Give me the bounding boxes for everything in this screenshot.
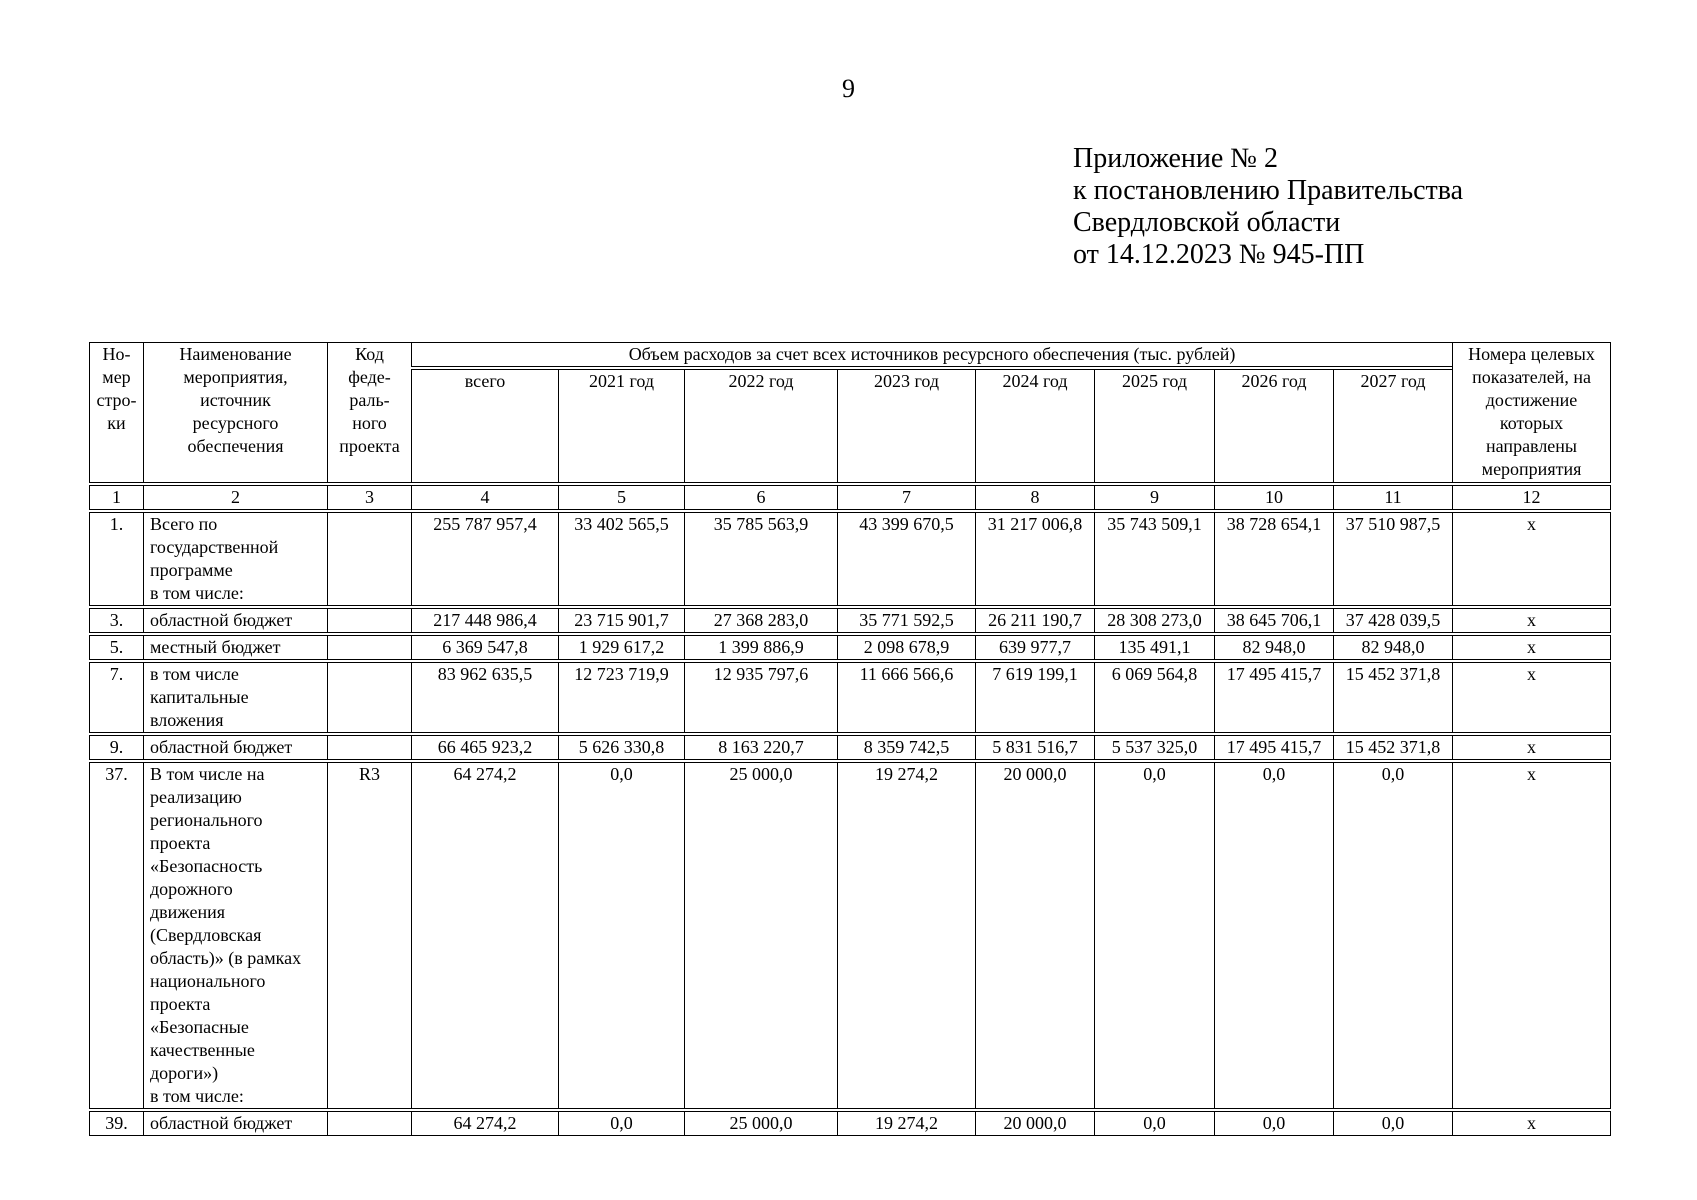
appendix-line: от 14.12.2023 № 945-ПП	[1073, 239, 1365, 270]
row-value-cell: 0,0	[1094, 762, 1214, 1109]
row-value-cell: 38 728 654,1	[1214, 512, 1333, 606]
header-name: Наименование мероприятия, источник ресурсного обеспечения	[143, 342, 327, 483]
row-value-cell: 83 962 635,5	[411, 662, 558, 733]
column-number: 5	[558, 485, 684, 510]
row-value-cell: 7 619 199,1	[975, 662, 1094, 733]
header-year: 2022 год	[684, 369, 837, 483]
row-value-cell: 64 274,2	[411, 1111, 558, 1136]
row-value-cell: 12 723 719,9	[558, 662, 684, 733]
column-number: 8	[975, 485, 1094, 510]
column-number: 2	[143, 485, 327, 510]
row-value-cell: 11 666 566,6	[837, 662, 975, 733]
row-name-cell: областной бюджет	[143, 1111, 327, 1136]
header-year: 2026 год	[1214, 369, 1333, 483]
row-name-cell: В том числе на реализацию регионального проекта «Безопасность дорожного движения (Свердловская область)» (в рамках национального проекта «Безопасные качественные дороги») в том числе:	[143, 762, 327, 1109]
row-name-cell: областной бюджет	[143, 608, 327, 633]
table-row	[89, 1111, 1611, 1136]
row-value-cell: 37 510 987,5	[1333, 512, 1452, 606]
appendix-header	[1073, 143, 1463, 271]
row-number-cell: 39.	[89, 1111, 143, 1136]
column-number: 11	[1333, 485, 1452, 510]
row-code-cell	[327, 735, 411, 760]
row-value-cell: 35 785 563,9	[684, 512, 837, 606]
row-value-cell: 0,0	[558, 762, 684, 1109]
row-number-cell: 37.	[89, 762, 143, 1109]
column-number: 6	[684, 485, 837, 510]
header-row-number: Но- мер стро- ки	[89, 342, 143, 483]
row-value-cell: 0,0	[1214, 1111, 1333, 1136]
row-value-cell: 38 645 706,1	[1214, 608, 1333, 633]
row-value-cell: 8 359 742,5	[837, 735, 975, 760]
row-code-cell	[327, 608, 411, 633]
row-code-cell	[327, 512, 411, 606]
row-value-cell: 35 771 592,5	[837, 608, 975, 633]
row-value-cell: 639 977,7	[975, 635, 1094, 660]
row-value-cell: 20 000,0	[975, 1111, 1094, 1136]
row-value-cell: 17 495 415,7	[1214, 735, 1333, 760]
column-number: 3	[327, 485, 411, 510]
header-year: 2023 год	[837, 369, 975, 483]
row-value-cell: 35 743 509,1	[1094, 512, 1214, 606]
appendix-line: Свердловской области	[1073, 207, 1341, 238]
row-value-cell: 26 211 190,7	[975, 608, 1094, 633]
row-value-cell: 217 448 986,4	[411, 608, 558, 633]
page-number: 9	[842, 74, 855, 103]
table-row	[89, 762, 1611, 1109]
header-year: 2021 год	[558, 369, 684, 483]
row-value-cell: 6 369 547,8	[411, 635, 558, 660]
row-value-cell: 82 948,0	[1333, 635, 1452, 660]
header-code: Код феде- раль- ного проекта	[327, 342, 411, 483]
appendix-line: Приложение № 2	[1073, 143, 1278, 174]
row-value-cell: 19 274,2	[837, 1111, 975, 1136]
header-targets: Номера целевых показателей, на достижение которых направлены мероприятия	[1452, 342, 1611, 483]
row-value-cell: 64 274,2	[411, 762, 558, 1109]
row-value-cell: 23 715 901,7	[558, 608, 684, 633]
row-value-cell: 0,0	[1214, 762, 1333, 1109]
row-value-cell: 0,0	[1094, 1111, 1214, 1136]
row-value-cell: 27 368 283,0	[684, 608, 837, 633]
table-row	[89, 635, 1611, 660]
row-value-cell: 28 308 273,0	[1094, 608, 1214, 633]
row-value-cell: 19 274,2	[837, 762, 975, 1109]
row-value-cell: 135 491,1	[1094, 635, 1214, 660]
row-target-cell: х	[1452, 762, 1611, 1109]
row-name-cell: областной бюджет	[143, 735, 327, 760]
row-code-cell: R3	[327, 762, 411, 1109]
column-number: 10	[1214, 485, 1333, 510]
appendix-line: к постановлению Правительства	[1073, 175, 1464, 206]
row-value-cell: 33 402 565,5	[558, 512, 684, 606]
row-number-cell: 3.	[89, 608, 143, 633]
row-code-cell	[327, 1111, 411, 1136]
expenses-table	[89, 340, 1611, 1138]
row-value-cell: 15 452 371,8	[1333, 662, 1452, 733]
table-body	[89, 512, 1611, 1136]
row-number-cell: 1.	[89, 512, 143, 606]
row-value-cell: 17 495 415,7	[1214, 662, 1333, 733]
row-code-cell	[327, 635, 411, 660]
header-year: 2027 год	[1333, 369, 1452, 483]
row-value-cell: 43 399 670,5	[837, 512, 975, 606]
column-number: 1	[89, 485, 143, 510]
column-number: 7	[837, 485, 975, 510]
row-value-cell: 31 217 006,8	[975, 512, 1094, 606]
row-value-cell: 25 000,0	[684, 762, 837, 1109]
header-total: всего	[411, 369, 558, 483]
row-name-cell: в том числе капитальные вложения	[143, 662, 327, 733]
column-number: 12	[1452, 485, 1611, 510]
row-value-cell: 5 537 325,0	[1094, 735, 1214, 760]
row-value-cell: 66 465 923,2	[411, 735, 558, 760]
row-code-cell	[327, 662, 411, 733]
row-target-cell: х	[1452, 735, 1611, 760]
row-target-cell: х	[1452, 662, 1611, 733]
row-target-cell: х	[1452, 608, 1611, 633]
column-number: 4	[411, 485, 558, 510]
row-target-cell: х	[1452, 1111, 1611, 1136]
column-number-row	[89, 485, 1611, 510]
row-value-cell: 5 831 516,7	[975, 735, 1094, 760]
row-value-cell: 0,0	[558, 1111, 684, 1136]
table-header	[89, 342, 1611, 510]
row-value-cell: 15 452 371,8	[1333, 735, 1452, 760]
row-value-cell: 6 069 564,8	[1094, 662, 1214, 733]
row-value-cell: 20 000,0	[975, 762, 1094, 1109]
row-value-cell: 12 935 797,6	[684, 662, 837, 733]
row-value-cell: 37 428 039,5	[1333, 608, 1452, 633]
row-value-cell: 0,0	[1333, 762, 1452, 1109]
header-year: 2024 год	[975, 369, 1094, 483]
row-target-cell: х	[1452, 512, 1611, 606]
row-value-cell: 255 787 957,4	[411, 512, 558, 606]
header-year: 2025 год	[1094, 369, 1214, 483]
row-value-cell: 25 000,0	[684, 1111, 837, 1136]
table-row	[89, 662, 1611, 733]
row-value-cell: 8 163 220,7	[684, 735, 837, 760]
column-number: 9	[1094, 485, 1214, 510]
row-value-cell: 1 929 617,2	[558, 635, 684, 660]
row-value-cell: 0,0	[1333, 1111, 1452, 1136]
row-target-cell: х	[1452, 635, 1611, 660]
table-row	[89, 735, 1611, 760]
row-number-cell: 9.	[89, 735, 143, 760]
row-value-cell: 2 098 678,9	[837, 635, 975, 660]
row-name-cell: Всего по государственной программе в том числе:	[143, 512, 327, 606]
row-number-cell: 5.	[89, 635, 143, 660]
header-volume: Объем расходов за счет всех источников ресурсного обеспечения (тыс. рублей)	[411, 342, 1452, 367]
row-number-cell: 7.	[89, 662, 143, 733]
row-value-cell: 1 399 886,9	[684, 635, 837, 660]
table-row	[89, 512, 1611, 606]
row-name-cell: местный бюджет	[143, 635, 327, 660]
row-value-cell: 82 948,0	[1214, 635, 1333, 660]
table-row	[89, 608, 1611, 633]
row-value-cell: 5 626 330,8	[558, 735, 684, 760]
